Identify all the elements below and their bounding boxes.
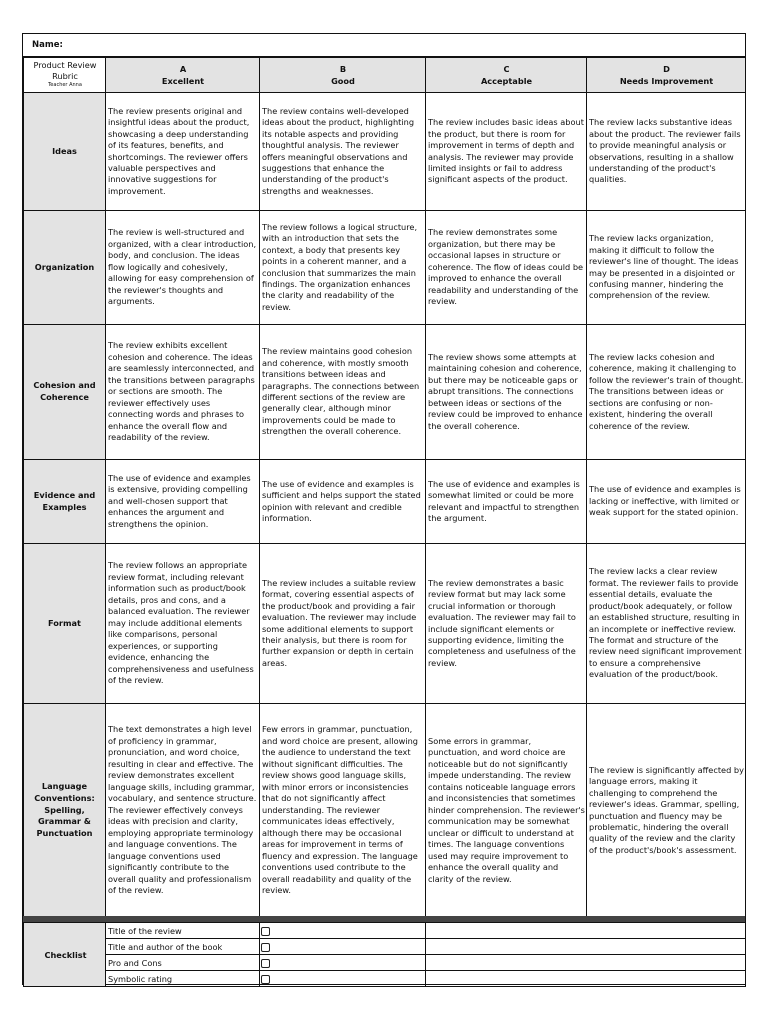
descriptor-cell: The review contains well-developed ideas about the product, highlighting its notable aspects and providing thoughtful analysis. The reviewer offers meaningful observations and suggestions that enhance the understanding of the product's strengths and weaknesses. [260, 93, 426, 211]
descriptor-cell: The review is well-structured and organized, with a clear introduction, body, and conclusion. The ideas flow logically and cohesively, allowing for easy comprehension of the reviewer's thoughts and arguments. [106, 211, 260, 325]
checklist-item: Title and author of the book [106, 939, 260, 955]
column-header-b [260, 58, 426, 93]
checklist-blank-cell [426, 939, 746, 955]
rubric-row-evidence [24, 460, 746, 544]
rubric-row-cohesion [24, 325, 746, 460]
column-letter: B [339, 63, 347, 74]
criterion-label: Organization [24, 211, 106, 325]
checklist-table [23, 922, 746, 987]
descriptor-cell: The review follows an appropriate review format, including relevant information such as product/book details, pros and cons, and a balanced evaluation. The reviewer may include additional elements like comparisons, personal experiences, or supporting evidence, enhancing the comprehensiveness and usefulness of the review. [106, 544, 260, 704]
descriptor-cell: The review shows some attempts at maintaining cohesion and coherence, but there may be noticeable gaps or abrupt transitions. The connections between ideas or sections of the review could be improved to enhance the overall coherence. [426, 325, 587, 460]
criterion-label: Format [24, 544, 106, 704]
checkbox-1[interactable] [261, 927, 270, 936]
teacher-name: Teacher Anna [48, 82, 82, 89]
column-label: Needs Improvement [619, 76, 714, 86]
checklist-row [24, 923, 746, 939]
descriptor-cell: The use of evidence and examples is extensive, providing compelling and well-chosen support that enhances the argument and strengthens the opinion. [106, 460, 260, 544]
checklist-label: Checklist [24, 923, 106, 987]
descriptor-cell: The review follows a logical structure, with an introduction that sets the context, a body that presents key points in a coherent manner, and a conclusion that summarizes the main findings. The organization enhances the clarity and readability of the review. [260, 211, 426, 325]
descriptor-cell: The review demonstrates some organization, but there may be occasional lapses in structure or coherence. The flow of ideas could be improved to enhance the overall readability and understanding of the review. [426, 211, 587, 325]
descriptor-cell: The review maintains good cohesion and coherence, with mostly smooth transitions between ideas and paragraphs. The connections between different sections of the review are generally clear, although minor improvements could be made to strengthen the overall coherence. [260, 325, 426, 460]
descriptor-cell: The review exhibits excellent cohesion and coherence. The ideas are seamlessly interconnected, and the transitions between paragraphs or sections are smooth. The reviewer effectively uses connecting words and phrases to enhance the overall flow and readability of the review. [106, 325, 260, 460]
checkbox-3[interactable] [261, 959, 270, 968]
column-letter: D [663, 63, 670, 74]
descriptor-cell: The use of evidence and examples is sufficient and helps support the stated opinion with relevant and credible information. [260, 460, 426, 544]
rubric-table [23, 57, 746, 918]
checkbox-cell [260, 939, 426, 955]
descriptor-cell: The review lacks a clear review format. The reviewer fails to provide essential details, evaluate the product/book adequately, or follow an established structure, resulting in an incomplete or ineffective review. The format and structure of the review need significant improvement to ensure a comprehensive evaluation of the product/book. [587, 544, 746, 704]
descriptor-cell: Some errors in grammar, punctuation, and word choice are noticeable but do not significantly impede understanding. The review contains noticeable language errors and inconsistencies that sometimes hinder comprehension. The reviewer's communication may be somewhat unclear or difficult to understand at times. The language conventions used may require improvement to enhance the overall quality and clarity of the review. [426, 704, 587, 918]
descriptor-cell: The text demonstrates a high level of proficiency in grammar, pronunciation, and word choice, resulting in clear and effective. The review demonstrates excellent language skills, including grammar, vocabulary, and sentence structure. The reviewer effectively conveys ideas with precision and clarity, employing appropriate terminology and language conventions. The language conventions used significantly contribute to the overall quality and professionalism of the review. [106, 704, 260, 918]
column-label: Excellent [161, 76, 205, 86]
checklist-row [24, 939, 746, 955]
criterion-label: Evidence and Examples [24, 460, 106, 544]
checklist-blank-cell [426, 971, 746, 987]
checklist-blank-cell [426, 923, 746, 939]
descriptor-cell: The review lacks cohesion and coherence, making it challenging to follow the reviewer's train of thought. The transitions between ideas or sections are confusing or non-existent, hindering the overall coherence of the review. [587, 325, 746, 460]
checkbox-cell [260, 955, 426, 971]
rubric-row-language [24, 704, 746, 918]
column-header-a [106, 58, 260, 93]
column-letter: A [179, 63, 187, 74]
rubric-title-cell [24, 58, 106, 93]
descriptor-cell: The use of evidence and examples is somewhat limited or could be more relevant and impactful to strengthen the argument. [426, 460, 587, 544]
column-label: Acceptable [480, 76, 533, 86]
rubric-header-row [24, 58, 746, 93]
rubric-row-format [24, 544, 746, 704]
descriptor-cell: The review demonstrates a basic review format but may lack some crucial information or thorough evaluation. The reviewer may fail to include significant elements or supporting evidence, limiting the completeness and usefulness of the review. [426, 544, 587, 704]
descriptor-cell: The review is significantly affected by language errors, making it challenging to comprehend the reviewer's ideas. Grammar, spelling, punctuation and fluency may be problematic, hindering the overall quality of the review and the clarity of the product's/book's assessment. [587, 704, 746, 918]
checkbox-2[interactable] [261, 943, 270, 952]
checklist-item: Pro and Cons [106, 955, 260, 971]
checklist-row [24, 971, 746, 987]
criterion-label: Language Conventions: Spelling, Grammar & Punctuation [24, 704, 106, 918]
descriptor-cell: The review presents original and insightful ideas about the product, showcasing a deep understanding of its features, benefits, and shortcomings. The reviewer offers valuable perspectives and innovative suggestions for improvement. [106, 93, 260, 211]
rubric-sheet [22, 33, 746, 985]
descriptor-cell: Few errors in grammar, punctuation, and word choice are present, allowing the audience to understand the text without significant difficulties. The review shows good language skills, with minor errors or inconsistencies that do not significantly affect understanding. The reviewer communicates ideas effectively, although there may be occasional areas for improvement in terms of fluency and expression. The language conventions used contribute to the overall readability and quality of the review. [260, 704, 426, 918]
rubric-row-organization [24, 211, 746, 325]
descriptor-cell: The review lacks organization, making it difficult to follow the reviewer's line of thought. The ideas may be presented in a disjointed or confusing manner, hindering the comprehension of the review. [587, 211, 746, 325]
descriptor-cell: The review includes a suitable review format, covering essential aspects of the product/book and providing a fair evaluation. The reviewer may include some additional elements to support their analysis, but there is room for further expansion or depth in certain areas. [260, 544, 426, 704]
descriptor-cell: The use of evidence and examples is lacking or ineffective, with limited or weak support for the stated opinion. [587, 460, 746, 544]
column-header-c [426, 58, 587, 93]
checklist-item: Title of the review [106, 923, 260, 939]
checklist-row [24, 955, 746, 971]
checkbox-cell [260, 923, 426, 939]
name-field-label: Name: [23, 34, 745, 57]
column-header-d [587, 58, 746, 93]
column-label: Good [331, 76, 355, 86]
rubric-row-ideas [24, 93, 746, 211]
checkbox-cell [260, 971, 426, 987]
descriptor-cell: The review lacks substantive ideas about the product. The reviewer fails to provide meaningful analysis or observations, resulting in a shallow understanding of the product's qualities. [587, 93, 746, 211]
checkbox-4[interactable] [261, 975, 270, 984]
criterion-label: Cohesion and Coherence [24, 325, 106, 460]
checklist-item: Symbolic rating [106, 971, 260, 987]
rubric-title: Product Review Rubric [33, 60, 97, 81]
column-letter: C [503, 63, 510, 74]
criterion-label: Ideas [24, 93, 106, 211]
descriptor-cell: The review includes basic ideas about the product, but there is room for improvement in terms of depth and analysis. The reviewer may provide limited insights or fail to address significant aspects of the product. [426, 93, 587, 211]
checklist-blank-cell [426, 955, 746, 971]
